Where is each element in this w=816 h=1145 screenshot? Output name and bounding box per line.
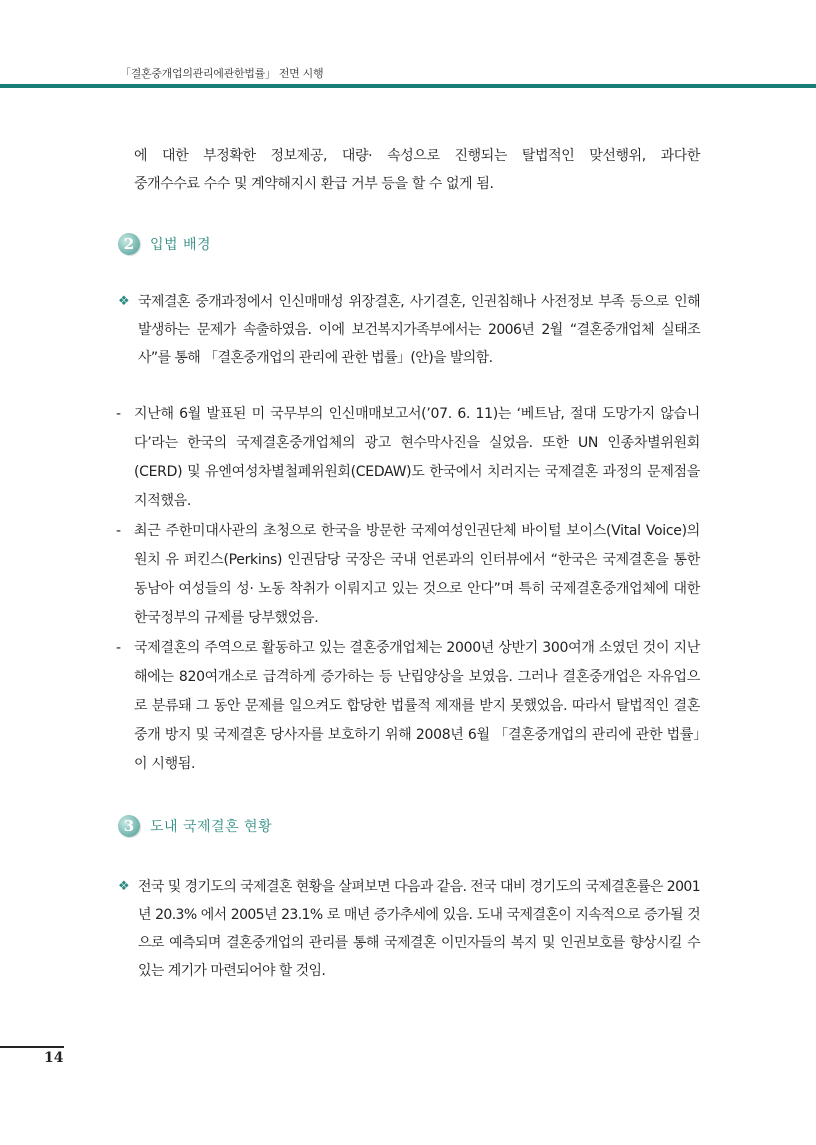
header-rule — [0, 84, 816, 88]
running-header: 「결혼중개업의관리에관한법률」 전면 시행 — [120, 67, 324, 80]
dash-marker: - — [116, 406, 122, 422]
diamond-bullet-icon: ❖ — [118, 294, 130, 309]
bullet-text: 전국 및 경기도의 국제결혼 현황을 살펴보면 다음과 같음. 전국 대비 경기도의 국제결혼률은 2001년 20.3% 에서 2005년 23.1% 로 매년 증가추세에 있음. 도내 국제결혼이 지속적으로 증가될 것으로 예측되며 결혼중개업의 관리를 통해 국제결혼 이민자들의 복지 및 인권보호를 향상시킬 수 있는 계기가 마련되어야 할 것임. — [138, 879, 700, 979]
dash-item-2 — [116, 517, 700, 633]
dash-item-3 — [116, 634, 700, 779]
section-title: 도내 국제결혼 현황 — [150, 819, 273, 835]
dash-item-text: 지난해 6월 발표된 미 국무부의 인신매매보고서(’07. 6. 11)는 ‘베트남, 절대 도망가지 않습니다’라는 한국의 국제결혼중개업체의 광고 현수막사진을 실었음. 또한 UN 인종차별위원회(CERD) 및 유엔여성차별철폐위원회(CEDAW)도 한국에서 치러지는 국제결혼 과정의 문제점을 지적했음. — [134, 406, 700, 509]
section-number-badge: 3 — [118, 815, 140, 837]
section-title: 입법 배경 — [150, 237, 212, 253]
page-number: 14 — [44, 1050, 64, 1066]
section-2-bullet — [118, 288, 700, 372]
dash-marker: - — [116, 523, 122, 539]
dash-item-1 — [116, 400, 700, 516]
section-3-heading — [118, 813, 272, 839]
section-2-heading — [118, 231, 211, 257]
bullet-text: 국제결혼 중개과정에서 인신매매성 위장결혼, 사기결혼, 인권침해나 사전정보 부족 등으로 인해 발생하는 문제가 속출하였음. 이에 보건복지가족부에서는 2006년 2월 “결혼중개업체 실태조사”를 통해 「결혼중개업의 관리에 관한 법률」(안)을 발의함. — [138, 294, 700, 366]
diamond-bullet-icon: ❖ — [118, 879, 130, 894]
dash-marker: - — [116, 640, 122, 656]
footer-rule — [0, 1046, 64, 1048]
section-number-badge: 2 — [118, 233, 140, 255]
intro-line-2: 중개수수료 수수 및 계약해지시 환급 거부 등을 할 수 없게 됨. — [134, 176, 494, 192]
dash-item-text: 최근 주한미대사관의 초청으로 한국을 방문한 국제여성인권단체 바이털 보이스(Vital Voice)의 원치 유 퍼킨스(Perkins) 인권담당 국장은 국내 언론과의 인터뷰에서 “한국은 국제결혼을 통한 동남아 여성들의 성· 노동 착취가 이뤄지고 있는 것으로 안다”며 특히 국제결혼중개업체에 대한 한국정부의 규제를 당부했었음. — [134, 523, 700, 626]
section-3-bullet — [118, 873, 700, 985]
intro-line-1: 에 대한 부정확한 정보제공, 대량· 속성으로 진행되는 탈법적인 맞선행위, 과다한 — [134, 148, 700, 164]
intro-paragraph — [134, 142, 700, 198]
dash-item-text: 국제결혼의 주역으로 활동하고 있는 결혼중개업체는 2000년 상반기 300여개 소였던 것이 지난해에는 820여개소로 급격하게 증가하는 등 난립양상을 보였음. 그러나 결혼중개업은 자유업으로 분류돼 그 동안 문제를 일으켜도 합당한 법률적 제재를 받지 못했었음. 따라서 탈법적인 결혼중개 방지 및 국제결혼 당사자를 보호하기 위해 2008년 6월 「결혼중개업의 관리에 관한 법률」이 시행됨. — [134, 640, 700, 772]
